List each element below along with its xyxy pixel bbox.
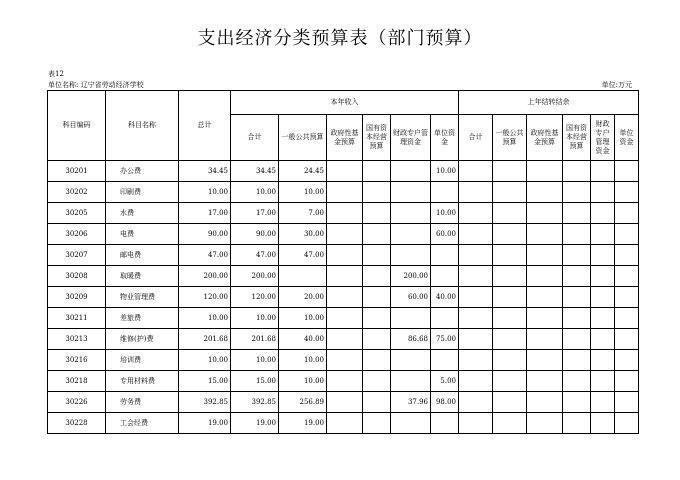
cell-carryover-empty	[563, 329, 591, 350]
cell-current-sum: 19.00	[231, 413, 279, 434]
cell-carryover-empty	[459, 182, 493, 203]
cell-carryover-empty	[459, 245, 493, 266]
cell-carryover-empty	[591, 350, 615, 371]
cell-current-state	[363, 245, 391, 266]
header-current-sum: 合计	[231, 115, 279, 161]
cell-carryover-empty	[459, 203, 493, 224]
cell-carryover-empty	[563, 392, 591, 413]
table-row	[48, 392, 639, 413]
cell-code: 30213	[48, 329, 106, 350]
cell-current-general: 20.00	[279, 287, 327, 308]
cell-current-state	[363, 308, 391, 329]
cell-current-general: 24.45	[279, 161, 327, 182]
cell-carryover-empty	[493, 413, 527, 434]
cell-current-state	[363, 182, 391, 203]
cell-current-general: 10.00	[279, 350, 327, 371]
cell-carryover-empty	[563, 203, 591, 224]
cell-carryover-empty	[591, 182, 615, 203]
table-row	[48, 350, 639, 371]
cell-current-special	[391, 350, 431, 371]
cell-current-general: 256.89	[279, 392, 327, 413]
cell-carryover-empty	[527, 161, 563, 182]
cell-carryover-empty	[527, 308, 563, 329]
cell-current-fund	[327, 329, 363, 350]
cell-current-fund	[327, 413, 363, 434]
header-current-state: 国有资本经营预算	[363, 115, 391, 161]
cell-carryover-empty	[493, 371, 527, 392]
cell-carryover-empty	[459, 161, 493, 182]
cell-carryover-empty	[615, 392, 639, 413]
cell-carryover-empty	[493, 392, 527, 413]
cell-carryover-empty	[591, 245, 615, 266]
cell-total: 200.00	[179, 266, 231, 287]
cell-code: 30218	[48, 371, 106, 392]
cell-name: 维修(护)费	[106, 329, 179, 350]
cell-current-general: 10.00	[279, 308, 327, 329]
cell-carryover-empty	[615, 266, 639, 287]
cell-current-general: 7.00	[279, 203, 327, 224]
header-carry-sum: 合计	[459, 115, 493, 161]
cell-carryover-empty	[527, 266, 563, 287]
cell-carryover-empty	[563, 413, 591, 434]
cell-carryover-empty	[459, 308, 493, 329]
cell-current-sum: 47.00	[231, 245, 279, 266]
cell-current-sum: 90.00	[231, 224, 279, 245]
unit-label: 单位:万元	[601, 81, 632, 89]
header-total: 总计	[179, 91, 231, 161]
cell-current-general	[279, 266, 327, 287]
cell-current-unit	[431, 308, 459, 329]
cell-carryover-empty	[459, 371, 493, 392]
cell-carryover-empty	[459, 266, 493, 287]
table-row	[48, 182, 639, 203]
cell-current-special	[391, 182, 431, 203]
cell-current-sum: 201.68	[231, 329, 279, 350]
cell-current-unit: 98.00	[431, 392, 459, 413]
cell-current-fund	[327, 245, 363, 266]
cell-name: 培训费	[106, 350, 179, 371]
cell-current-sum: 10.00	[231, 350, 279, 371]
cell-carryover-empty	[459, 287, 493, 308]
cell-name: 工会经费	[106, 413, 179, 434]
cell-code: 30216	[48, 350, 106, 371]
cell-total: 392.85	[179, 392, 231, 413]
cell-current-fund	[327, 371, 363, 392]
cell-carryover-empty	[527, 245, 563, 266]
cell-carryover-empty	[527, 182, 563, 203]
table-row	[48, 245, 639, 266]
cell-carryover-empty	[591, 329, 615, 350]
cell-current-general: 19.00	[279, 413, 327, 434]
cell-current-fund	[327, 308, 363, 329]
cell-carryover-empty	[527, 203, 563, 224]
cell-carryover-empty	[591, 161, 615, 182]
cell-carryover-empty	[527, 224, 563, 245]
cell-code: 30211	[48, 308, 106, 329]
table-row	[48, 371, 639, 392]
cell-carryover-empty	[615, 245, 639, 266]
header-code: 科目编码	[48, 91, 106, 161]
header-current-fund: 政府性基金预算	[327, 115, 363, 161]
cell-carryover-empty	[615, 308, 639, 329]
cell-carryover-empty	[493, 161, 527, 182]
cell-current-special	[391, 203, 431, 224]
cell-current-state	[363, 203, 391, 224]
cell-total: 15.00	[179, 371, 231, 392]
cell-current-general: 10.00	[279, 371, 327, 392]
cell-carryover-empty	[459, 392, 493, 413]
cell-current-sum: 392.85	[231, 392, 279, 413]
cell-total: 10.00	[179, 182, 231, 203]
cell-current-special: 200.00	[391, 266, 431, 287]
cell-current-general: 30.00	[279, 224, 327, 245]
cell-carryover-empty	[459, 329, 493, 350]
cell-code: 30206	[48, 224, 106, 245]
cell-carryover-empty	[591, 371, 615, 392]
cell-current-general: 47.00	[279, 245, 327, 266]
cell-current-general: 40.00	[279, 329, 327, 350]
cell-carryover-empty	[615, 224, 639, 245]
header-current-general: 一般公共预算	[279, 115, 327, 161]
cell-carryover-empty	[493, 329, 527, 350]
cell-name: 印刷费	[106, 182, 179, 203]
cell-carryover-empty	[493, 245, 527, 266]
cell-carryover-empty	[563, 308, 591, 329]
cell-carryover-empty	[563, 245, 591, 266]
cell-code: 30228	[48, 413, 106, 434]
table-row	[48, 329, 639, 350]
cell-current-special	[391, 413, 431, 434]
cell-current-special	[391, 224, 431, 245]
cell-carryover-empty	[563, 287, 591, 308]
cell-name: 物业管理费	[106, 287, 179, 308]
cell-current-sum: 34.45	[231, 161, 279, 182]
cell-code: 30209	[48, 287, 106, 308]
cell-carryover-empty	[563, 161, 591, 182]
cell-current-fund	[327, 161, 363, 182]
cell-name: 专用材料费	[106, 371, 179, 392]
cell-current-fund	[327, 182, 363, 203]
cell-total: 120.00	[179, 287, 231, 308]
unit-name: 单位名称: 辽宁省劳动经济学校	[48, 81, 144, 89]
cell-current-sum: 120.00	[231, 287, 279, 308]
header-current-unit: 单位资金	[431, 115, 459, 161]
cell-carryover-empty	[615, 413, 639, 434]
cell-carryover-empty	[615, 329, 639, 350]
cell-carryover-empty	[493, 203, 527, 224]
cell-current-unit: 60.00	[431, 224, 459, 245]
cell-current-sum: 10.00	[231, 182, 279, 203]
table-row	[48, 287, 639, 308]
cell-carryover-empty	[591, 392, 615, 413]
cell-total: 19.00	[179, 413, 231, 434]
budget-table	[47, 90, 639, 434]
cell-carryover-empty	[563, 266, 591, 287]
header-carryover: 上年结转结余	[459, 91, 639, 115]
cell-current-general: 10.00	[279, 182, 327, 203]
cell-name: 水费	[106, 203, 179, 224]
cell-carryover-empty	[493, 266, 527, 287]
table-row	[48, 266, 639, 287]
table-row	[48, 224, 639, 245]
cell-total: 10.00	[179, 350, 231, 371]
cell-current-fund	[327, 350, 363, 371]
header-carry-unit: 单位资金	[615, 115, 639, 161]
cell-current-sum: 17.00	[231, 203, 279, 224]
cell-name: 差旅费	[106, 308, 179, 329]
header-name: 科目名称	[106, 91, 179, 161]
table-row	[48, 203, 639, 224]
cell-current-state	[363, 287, 391, 308]
cell-carryover-empty	[591, 266, 615, 287]
cell-current-special	[391, 161, 431, 182]
cell-current-sum: 200.00	[231, 266, 279, 287]
cell-current-sum: 15.00	[231, 371, 279, 392]
cell-current-state	[363, 161, 391, 182]
cell-carryover-empty	[527, 329, 563, 350]
cell-carryover-empty	[615, 203, 639, 224]
cell-name: 劳务费	[106, 392, 179, 413]
cell-current-fund	[327, 392, 363, 413]
cell-carryover-empty	[591, 287, 615, 308]
cell-carryover-empty	[591, 203, 615, 224]
cell-total: 201.68	[179, 329, 231, 350]
cell-current-state	[363, 266, 391, 287]
header-current-income: 本年收入	[231, 91, 459, 115]
cell-current-special: 60.00	[391, 287, 431, 308]
cell-current-unit: 5.00	[431, 371, 459, 392]
cell-code: 30208	[48, 266, 106, 287]
cell-carryover-empty	[563, 182, 591, 203]
cell-code: 30226	[48, 392, 106, 413]
table-row	[48, 413, 639, 434]
cell-carryover-empty	[563, 350, 591, 371]
cell-carryover-empty	[615, 287, 639, 308]
cell-name: 办公费	[106, 161, 179, 182]
cell-carryover-empty	[459, 224, 493, 245]
cell-code: 30201	[48, 161, 106, 182]
cell-current-special: 86.68	[391, 329, 431, 350]
cell-code: 30205	[48, 203, 106, 224]
cell-carryover-empty	[493, 182, 527, 203]
header-carry-general: 一般公共预算	[493, 115, 527, 161]
table-row	[48, 161, 639, 182]
header-carry-state: 国有资本经营预算	[563, 115, 591, 161]
cell-name: 电费	[106, 224, 179, 245]
cell-current-unit	[431, 182, 459, 203]
cell-current-special	[391, 308, 431, 329]
cell-carryover-empty	[459, 413, 493, 434]
cell-carryover-empty	[615, 350, 639, 371]
cell-carryover-empty	[591, 308, 615, 329]
cell-carryover-empty	[493, 287, 527, 308]
table-row	[48, 308, 639, 329]
cell-carryover-empty	[591, 413, 615, 434]
cell-carryover-empty	[527, 350, 563, 371]
cell-current-fund	[327, 224, 363, 245]
header-carry-special: 财政专户管理资金	[591, 115, 615, 161]
cell-current-unit: 10.00	[431, 203, 459, 224]
cell-total: 10.00	[179, 308, 231, 329]
cell-current-unit	[431, 245, 459, 266]
cell-current-unit: 40.00	[431, 287, 459, 308]
cell-current-unit	[431, 266, 459, 287]
cell-carryover-empty	[615, 371, 639, 392]
cell-current-special	[391, 245, 431, 266]
cell-carryover-empty	[493, 308, 527, 329]
cell-carryover-empty	[493, 350, 527, 371]
cell-carryover-empty	[493, 224, 527, 245]
table-number: 表12	[48, 70, 64, 78]
cell-code: 30207	[48, 245, 106, 266]
cell-current-fund	[327, 287, 363, 308]
cell-current-fund	[327, 266, 363, 287]
cell-carryover-empty	[563, 224, 591, 245]
cell-current-fund	[327, 203, 363, 224]
cell-carryover-empty	[615, 182, 639, 203]
cell-current-state	[363, 392, 391, 413]
cell-current-unit	[431, 413, 459, 434]
cell-carryover-empty	[615, 161, 639, 182]
cell-current-special	[391, 371, 431, 392]
cell-current-state	[363, 413, 391, 434]
header-carry-fund: 政府性基金预算	[527, 115, 563, 161]
cell-carryover-empty	[527, 392, 563, 413]
cell-code: 30202	[48, 182, 106, 203]
cell-current-special: 37.96	[391, 392, 431, 413]
cell-current-state	[363, 350, 391, 371]
cell-total: 34.45	[179, 161, 231, 182]
cell-carryover-empty	[591, 224, 615, 245]
cell-current-sum: 10.00	[231, 308, 279, 329]
cell-current-unit: 75.00	[431, 329, 459, 350]
cell-carryover-empty	[527, 287, 563, 308]
cell-carryover-empty	[563, 371, 591, 392]
cell-total: 90.00	[179, 224, 231, 245]
cell-total: 47.00	[179, 245, 231, 266]
cell-current-state	[363, 329, 391, 350]
page-title: 支出经济分类预算表（部门预算）	[197, 28, 483, 49]
cell-current-state	[363, 371, 391, 392]
cell-current-unit: 10.00	[431, 161, 459, 182]
cell-total: 17.00	[179, 203, 231, 224]
header-current-special: 财政专户管理资金	[391, 115, 431, 161]
cell-current-unit	[431, 350, 459, 371]
cell-carryover-empty	[459, 350, 493, 371]
cell-name: 邮电费	[106, 245, 179, 266]
cell-carryover-empty	[527, 413, 563, 434]
cell-carryover-empty	[527, 371, 563, 392]
cell-current-state	[363, 224, 391, 245]
cell-name: 取暖费	[106, 266, 179, 287]
